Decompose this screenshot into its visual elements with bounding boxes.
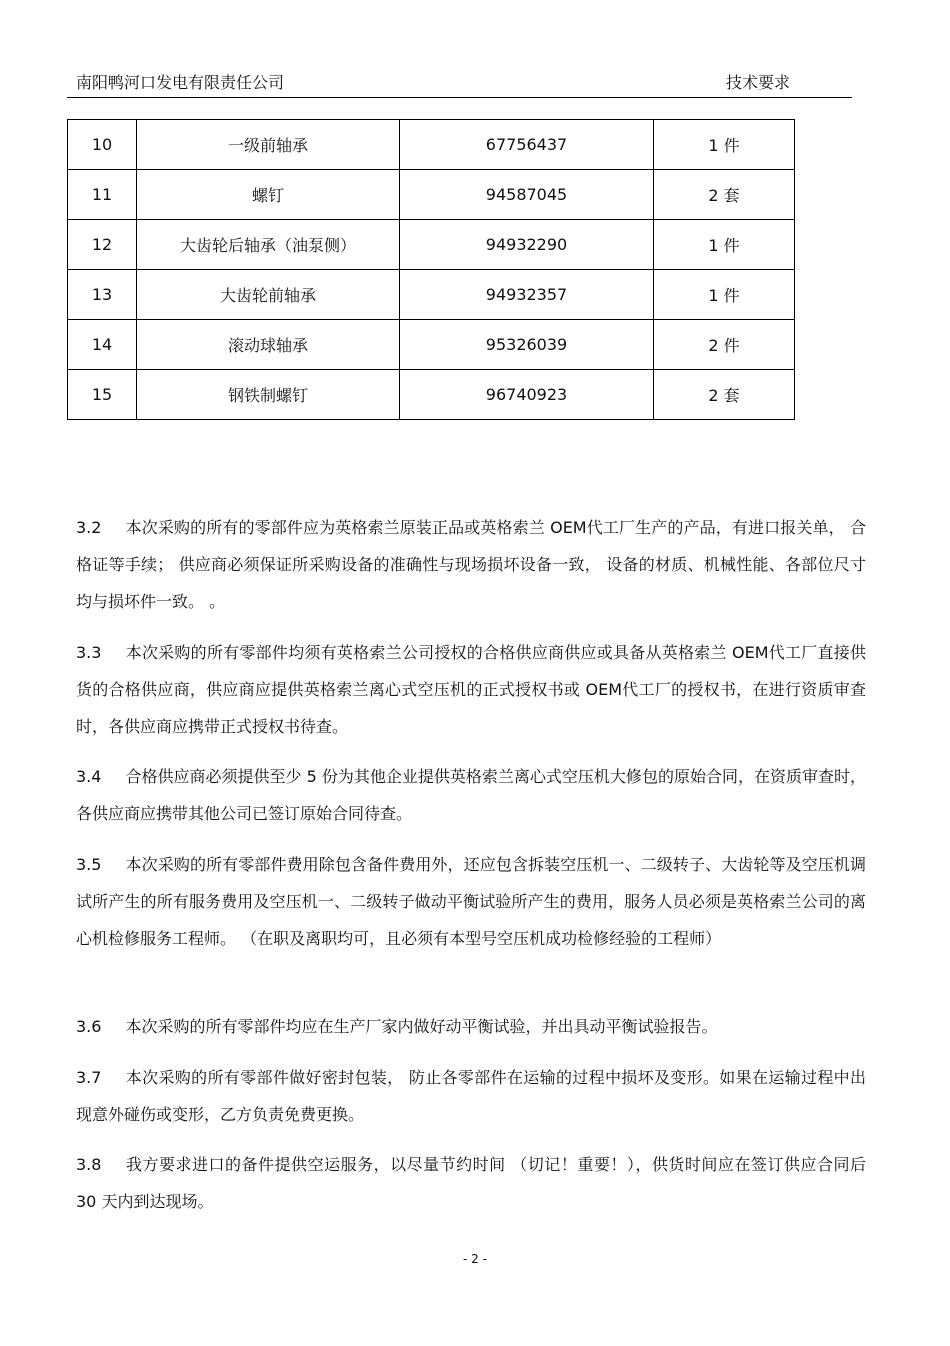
table-row bbox=[68, 220, 795, 270]
part-name: 大齿轮后轴承（油泵侧） bbox=[137, 220, 400, 270]
part-name: 钢铁制螺钉 bbox=[137, 370, 400, 420]
row-number: 12 bbox=[68, 220, 137, 270]
clause-3-3 bbox=[76, 634, 866, 745]
clause-3-5 bbox=[76, 846, 866, 957]
part-quantity: 1 件 bbox=[654, 270, 795, 320]
part-name: 一级前轴承 bbox=[137, 120, 400, 170]
clause-3-6 bbox=[76, 1008, 866, 1045]
part-name: 大齿轮前轴承 bbox=[137, 270, 400, 320]
part-quantity: 2 套 bbox=[654, 370, 795, 420]
clause-3-7 bbox=[76, 1059, 866, 1133]
row-number: 14 bbox=[68, 320, 137, 370]
clause-text: 本次采购的所有零部件均应在生产厂家内做好动平衡试验，并出具动平衡试验报告。 bbox=[125, 1017, 718, 1036]
part-code: 96740923 bbox=[400, 370, 654, 420]
clause-text: 本次采购的所有零部件做好密封包装， 防止各零部件在运输的过程中损坏及变形。如果在运输过程中出现意外碰伤或变形，乙方负责免费更换。 bbox=[76, 1068, 866, 1124]
clause-number: 3.7 bbox=[76, 1068, 102, 1087]
clause-text: 本次采购的所有的零部件应为英格索兰原装正品或英格索兰 OEM代工厂生产的产品，有进口报关单， 合格证等手续； 供应商必须保证所采购设备的准确性与现场损坏设备一致， 设备的材质、机械性能、各部位尺寸均与损坏件一致。 。 bbox=[76, 518, 866, 611]
table-row bbox=[68, 170, 795, 220]
table-row bbox=[68, 320, 795, 370]
clause-number: 3.3 bbox=[76, 643, 102, 662]
clause-3-4 bbox=[76, 758, 866, 832]
clause-text: 我方要求进口的备件提供空运服务，以尽量节约时间 （切记！重要！），供货时间应在签订供应合同后 30 天内到达现场。 bbox=[76, 1155, 866, 1211]
part-quantity: 1 件 bbox=[654, 120, 795, 170]
header-company: 南阳鸭河口发电有限责任公司 bbox=[76, 73, 285, 92]
part-code: 94587045 bbox=[400, 170, 654, 220]
clause-number: 3.5 bbox=[76, 855, 102, 874]
part-code: 94932357 bbox=[400, 270, 654, 320]
table-row bbox=[68, 370, 795, 420]
row-number: 15 bbox=[68, 370, 137, 420]
clause-text: 合格供应商必须提供至少 5 份为其他企业提供英格索兰离心式空压机大修包的原始合同，在资质审查时，各供应商应携带其他公司已签订原始合同待查。 bbox=[76, 767, 866, 823]
part-name: 螺钉 bbox=[137, 170, 400, 220]
row-number: 13 bbox=[68, 270, 137, 320]
clause-text: 本次采购的所有零部件均须有英格索兰公司授权的合格供应商供应或具备从英格索兰 OEM代工厂直接供货的合格供应商，供应商应提供英格索兰离心式空压机的正式授权书或 OEM代工厂的授权书，在进行资质审查时，各供应商应携带正式授权书待查。 bbox=[76, 643, 866, 736]
clause-3-8 bbox=[76, 1146, 866, 1220]
part-code: 67756437 bbox=[400, 120, 654, 170]
part-quantity: 1 件 bbox=[654, 220, 795, 270]
parts-table bbox=[67, 119, 795, 420]
row-number: 10 bbox=[68, 120, 137, 170]
clause-number: 3.6 bbox=[76, 1017, 102, 1036]
clause-text: 本次采购的所有零部件费用除包含备件费用外，还应包含拆装空压机一、二级转子、大齿轮等及空压机调试所产生的所有服务费用及空压机一、二级转子做动平衡试验所产生的费用，服务人员必须是英格索兰公司的离心机检修服务工程师。 （在职及离职均可，且必须有本型号空压机成功检修经验的工程师） bbox=[76, 855, 866, 948]
part-name: 滚动球轴承 bbox=[137, 320, 400, 370]
table-row bbox=[68, 270, 795, 320]
table-row bbox=[68, 120, 795, 170]
page-number: - 2 - bbox=[463, 1252, 487, 1266]
clause-number: 3.4 bbox=[76, 767, 102, 786]
header-divider bbox=[67, 97, 852, 98]
part-code: 94932290 bbox=[400, 220, 654, 270]
header-section: 技术要求 bbox=[726, 73, 791, 92]
part-quantity: 2 件 bbox=[654, 320, 795, 370]
clause-3-2 bbox=[76, 509, 866, 620]
part-code: 95326039 bbox=[400, 320, 654, 370]
clause-number: 3.2 bbox=[76, 518, 102, 537]
clause-number: 3.8 bbox=[76, 1155, 102, 1174]
part-quantity: 2 套 bbox=[654, 170, 795, 220]
row-number: 11 bbox=[68, 170, 137, 220]
